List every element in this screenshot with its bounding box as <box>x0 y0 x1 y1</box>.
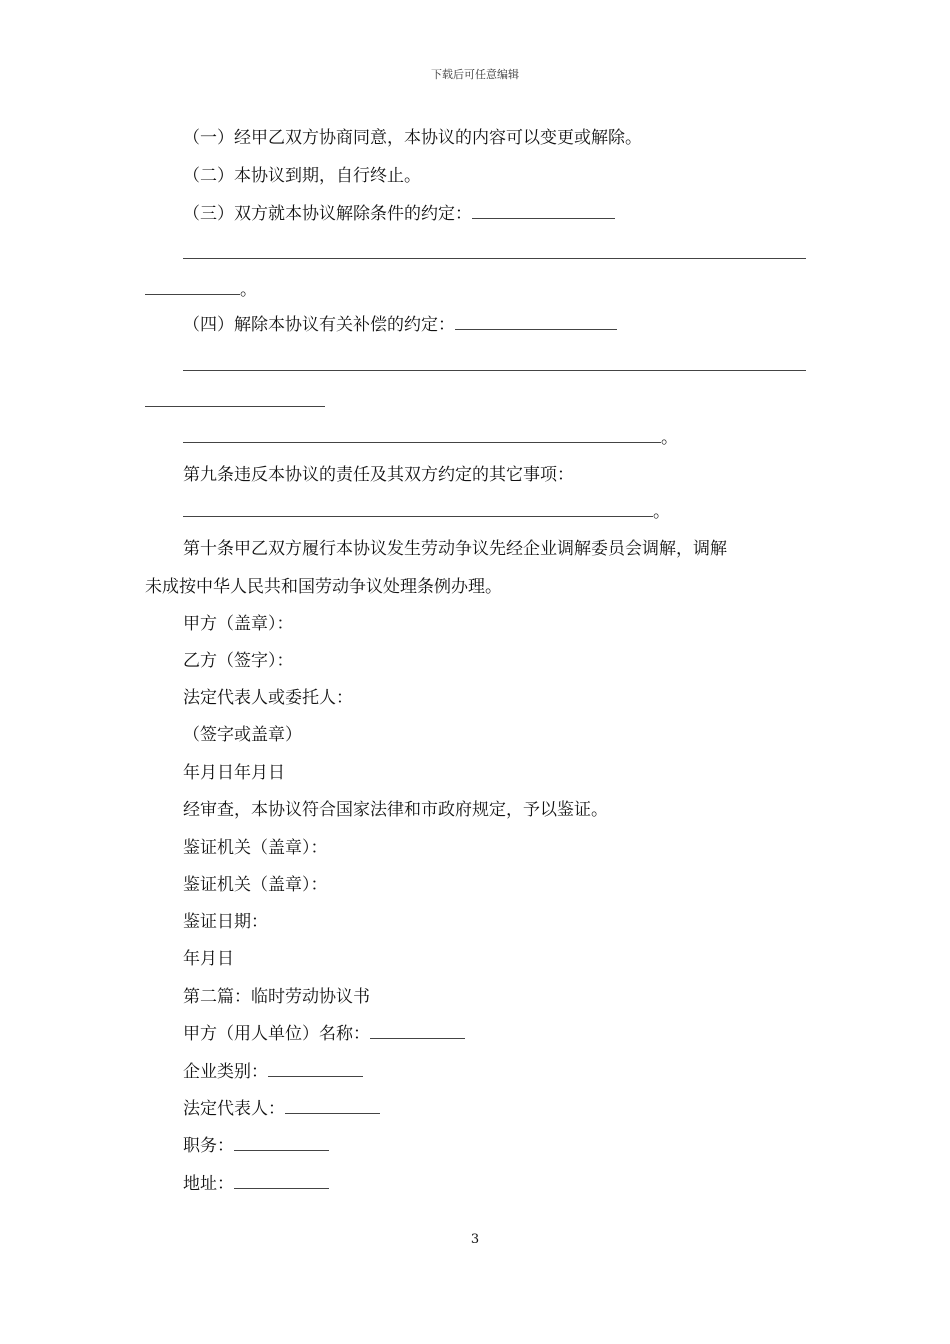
authority-seal-1: 鉴证机关（盖章）： <box>183 838 328 858</box>
fill-blank <box>370 1024 465 1039</box>
legal-representative <box>183 1097 380 1121</box>
fill-rule <box>183 370 806 371</box>
legal-representative-label: 法定代表人： <box>183 1099 285 1119</box>
fill-blank <box>145 280 240 295</box>
employer-name-label: 甲方（用人单位）名称： <box>183 1024 370 1044</box>
period: 。 <box>661 428 678 448</box>
clause-3-text: （三）双方就本协议解除条件的约定： <box>183 204 472 224</box>
dates: 年月日年月日 <box>183 763 285 783</box>
authentication-date: 鉴证日期： <box>183 912 268 932</box>
fill-rule <box>183 258 806 259</box>
page-header: 下载后可任意编辑 <box>431 68 519 81</box>
address-label: 地址： <box>183 1174 234 1194</box>
fill-blank <box>234 1136 329 1151</box>
fill-blank <box>455 315 617 330</box>
article-9-blank <box>183 500 670 524</box>
fill-blank <box>183 428 661 443</box>
section-title: 第二篇：临时劳动协议书 <box>183 987 370 1007</box>
fill-blank <box>183 502 653 517</box>
address <box>183 1172 329 1196</box>
period: 。 <box>240 280 257 300</box>
clause-4-end <box>183 426 678 450</box>
fill-blank <box>285 1099 380 1114</box>
party-b-sign: 乙方（签字）： <box>183 651 294 671</box>
enterprise-type <box>183 1060 363 1084</box>
page-number: 3 <box>470 1232 480 1247</box>
review-statement: 经审查，本协议符合国家法律和市政府规定，予以鉴证。 <box>183 800 608 820</box>
clause-1: （一）经甲乙双方协商同意，本协议的内容可以变更或解除。 <box>183 128 642 148</box>
article-10-line-1: 第十条甲乙双方履行本协议发生劳动争议先经企业调解委员会调解，调解 <box>183 539 727 559</box>
clause-3-end <box>145 278 257 302</box>
sign-or-seal: （签字或盖章） <box>183 725 302 745</box>
fill-blank <box>268 1062 363 1077</box>
period: 。 <box>653 502 670 522</box>
fill-rule <box>145 406 325 407</box>
date-line: 年月日 <box>183 949 234 969</box>
fill-blank <box>472 204 615 219</box>
enterprise-type-label: 企业类别： <box>183 1062 268 1082</box>
article-9: 第九条违反本协议的责任及其双方约定的其它事项： <box>183 465 574 485</box>
employer-name <box>183 1022 465 1046</box>
clause-4 <box>183 313 617 337</box>
position-label: 职务： <box>183 1136 234 1156</box>
clause-4-text: （四）解除本协议有关补偿的约定： <box>183 315 455 335</box>
clause-3 <box>183 202 615 226</box>
legal-rep: 法定代表人或委托人： <box>183 688 353 708</box>
clause-2: （二）本协议到期，自行终止。 <box>183 166 421 186</box>
position <box>183 1134 329 1158</box>
authority-seal-2: 鉴证机关（盖章）： <box>183 875 328 895</box>
article-10-line-2: 未成按中华人民共和国劳动争议处理条例办理。 <box>145 577 502 597</box>
party-a-seal: 甲方（盖章）： <box>183 614 294 634</box>
fill-blank <box>234 1174 329 1189</box>
